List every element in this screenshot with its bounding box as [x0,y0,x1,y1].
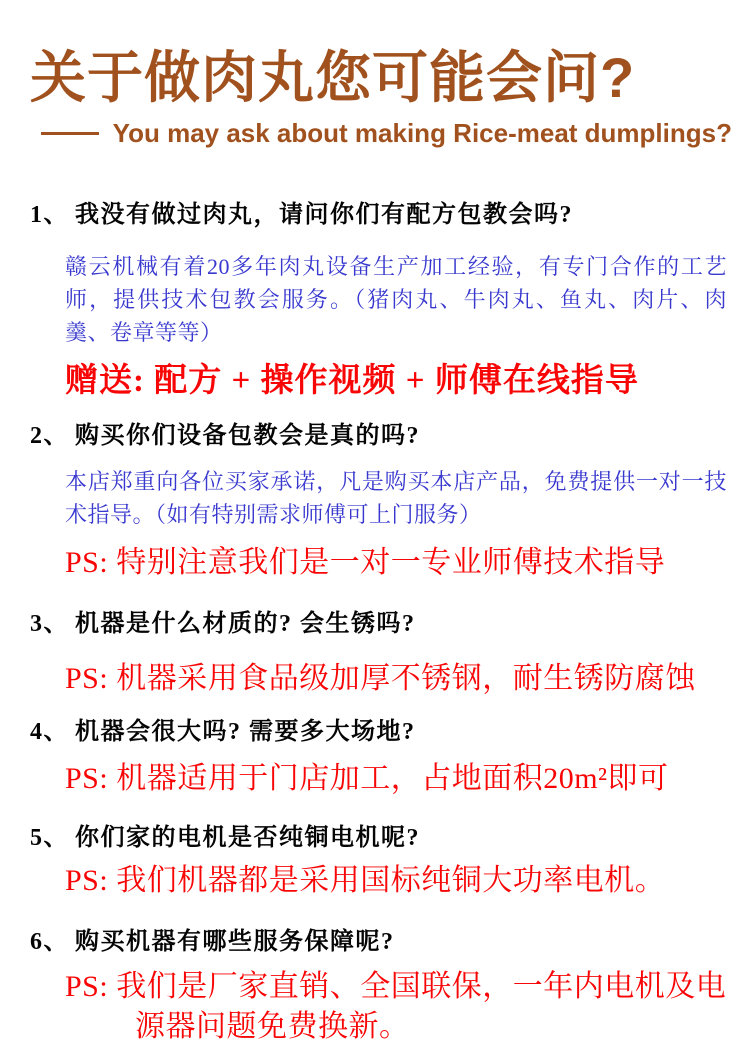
subtitle-text: You may ask about making Rice-meat dumplings? [112,118,732,148]
faq-ps-highlight-6: PS: 我们是厂家直销、全国联保，一年内电机及电源器问题免费换新。 [65,970,727,1043]
question-text: 我没有做过肉丸，请问你们有配方包教会吗? [75,202,573,228]
question-number: 5、 [30,825,69,851]
faq-item-5 [0,823,750,901]
faq-list [0,200,750,1047]
faq-question-3 [0,609,750,639]
faq-item-2 [0,421,750,583]
faq-item-3 [0,609,750,699]
subtitle-dash-line [41,132,99,135]
question-number: 6、 [30,929,69,955]
faq-item-4 [0,717,750,799]
faq-question-5 [0,823,750,853]
page-header [0,0,750,148]
question-text: 购买你们设备包教会是真的吗? [75,423,420,449]
question-number: 3、 [30,611,69,637]
question-text: 机器是什么材质的? 会生锈吗? [75,611,416,637]
question-text: 购买机器有哪些服务保障呢? [75,929,395,955]
faq-ps-highlight-3: PS: 机器采用食品级加厚不锈钢，耐生锈防腐蚀 [65,662,696,695]
faq-question-1 [0,200,750,230]
question-number: 4、 [30,719,69,745]
faq-answer-2: 本店郑重向各位买家承诺，凡是购买本店产品，免费提供一对一技术指导。（如有特别需求师傅可上门服务） [65,469,727,527]
faq-item-6 [0,927,750,1047]
faq-bonus-highlight-1: 赠送: 配方 + 操作视频 + 师傅在线指导 [65,363,639,399]
faq-ps-highlight-4: PS: 机器适用于门店加工，占地面积20m²即可 [65,762,669,795]
faq-question-6 [0,927,750,957]
faq-question-4 [0,717,750,747]
page-title: 关于做肉丸您可能会问? [30,46,636,109]
faq-question-2 [0,421,750,451]
question-number: 2、 [30,423,69,449]
faq-ps-highlight-5: PS: 我们机器都是采用国标纯铜大功率电机。 [65,864,666,897]
faq-item-1 [0,200,750,401]
question-text: 你们家的电机是否纯铜电机呢? [75,825,420,851]
faq-answer-1: 赣云机械有着20多年肉丸设备生产加工经验，有专门合作的工艺师，提供技术包教会服务。（猪肉丸、牛肉丸、鱼丸、肉片、肉羹、卷章等等） [65,254,727,345]
page-subtitle [0,118,750,148]
question-number: 1、 [30,202,69,228]
faq-ps-highlight-2: PS: 特别注意我们是一对一专业师傅技术指导 [65,546,666,579]
question-text: 机器会很大吗? 需要多大场地? [75,719,416,745]
